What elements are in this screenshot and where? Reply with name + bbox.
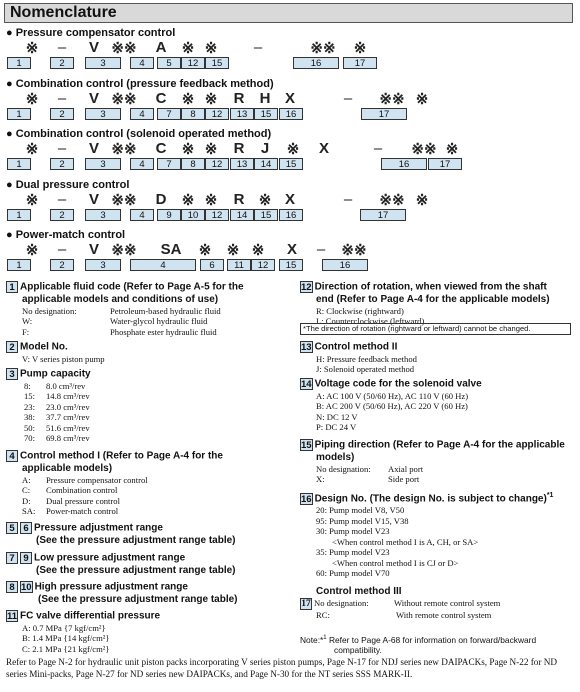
list-item: 8: 8.0 cm³/rev [24, 380, 86, 391]
list-item: No designation: Axial port [316, 463, 424, 474]
code-position-box: 2 [50, 209, 74, 221]
code-symbol: A [155, 39, 167, 56]
code-position-box: 16 [293, 57, 339, 69]
code-position-box: 13 [230, 108, 254, 120]
code-position-box: 1 [7, 209, 31, 221]
code-symbol: ※※ [111, 141, 137, 158]
list-item: 50: 51.6 cm³/rev [24, 422, 90, 433]
code-position-box: 16 [279, 108, 303, 120]
code-position-box: 15 [254, 209, 278, 221]
section-number: 2 [6, 341, 18, 353]
section-title: Control method III [316, 586, 402, 597]
code-symbol: ※ [251, 242, 265, 259]
code-position-box: 14 [254, 158, 278, 170]
code-position-box: 17 [361, 108, 407, 120]
section-title: Design No. (The design No. is subject to change) [314, 493, 547, 505]
code-symbol: H [259, 90, 271, 107]
section-13 [300, 341, 578, 375]
footer-text: Refer to Page N-2 for hydraulic unit piston packs incorporating V series piston pumps, Page N-17 for NDJ series new DAIPACKs, Page N-22 for ND series Mini-packs, Page N-27 for ND series new DAIPACKs, and Page N-30 for the NT series SSS MARK-II. [6, 657, 557, 679]
list-item [22, 316, 294, 327]
list-item: <When control method I is CJ or D> [332, 557, 459, 568]
code-symbol: – [57, 241, 67, 258]
code-symbol: ※※ [411, 141, 437, 158]
section-title-cont: (See the pressure adjustment range table) [36, 564, 236, 576]
code-position-box: 3 [85, 158, 121, 170]
section-title: Pump capacity [20, 368, 91, 380]
code-symbol: ※ [204, 40, 218, 57]
section-title: Voltage code for the solenoid valve [314, 378, 482, 390]
footnote [300, 633, 578, 655]
code-position-box: 12 [181, 57, 205, 69]
code-position-box: 10 [181, 209, 205, 221]
section-number: 14 [301, 379, 312, 390]
section-title: Applicable fluid code (Refer to Page A-5 for the [20, 281, 244, 293]
list-item: V: V series piston pump [22, 353, 105, 364]
footnote-marker: *1 [546, 492, 554, 499]
item-value: Phosphate ester hydraulic fluid [110, 326, 217, 337]
code-symbol: – [343, 90, 353, 107]
list-item: J: Solenoid operated method [316, 364, 415, 375]
code-position-box: 13 [230, 158, 254, 170]
item-key: W: [22, 316, 33, 327]
section-8-10 [6, 581, 294, 606]
section-number: 6 [20, 522, 32, 534]
section-title: High pressure adjustment range [34, 581, 188, 593]
section-title: Control method I (Refer to Page A-4 for the [20, 450, 223, 462]
section-4 [6, 450, 294, 517]
code-symbol: ※ [181, 91, 195, 108]
list-item: A: Pressure compensator control [22, 474, 148, 485]
code-position-box: 9 [157, 209, 181, 221]
code-position-box: 14 [230, 209, 254, 221]
list-item: A: 0.7 MPa {7 kgf/cm²} [22, 622, 106, 633]
list-item [22, 327, 294, 338]
section-15 [300, 439, 578, 485]
code-symbol: – [343, 191, 353, 208]
section-title-cont: (See the pressure adjustment range table) [38, 593, 238, 605]
list-item: N: DC 12 V [316, 411, 358, 422]
list-item [22, 306, 294, 317]
diagram-title: ● Combination control (solenoid operated method) [6, 128, 272, 140]
code-symbol: C [155, 90, 167, 107]
code-symbol: ※ [445, 141, 459, 158]
code-position-box: 11 [227, 259, 251, 271]
section-title: Pressure adjustment range [34, 522, 163, 534]
code-symbol: ※※ [111, 192, 137, 209]
code-symbol: V [88, 140, 100, 157]
code-position-box: 2 [50, 108, 74, 120]
list-item: 60: Pump model V70 [316, 568, 390, 579]
code-symbol: – [253, 39, 263, 56]
section-number: 5 [6, 522, 18, 534]
list-item: D: Dual pressure control [22, 495, 120, 506]
section-number: 8 [6, 581, 18, 593]
section-number: 11 [7, 611, 18, 622]
code-symbol: J [260, 140, 270, 157]
code-position-box: 17 [360, 209, 406, 221]
code-position-box: 7 [157, 158, 181, 170]
code-position-box: 3 [85, 108, 121, 120]
code-position-box: 1 [7, 158, 31, 170]
code-symbol: SA [160, 241, 182, 258]
code-position-box: 3 [85, 57, 121, 69]
section-title-cont: (See the pressure adjustment range table) [36, 534, 236, 546]
page-title: Nomenclature [4, 3, 573, 23]
code-symbol: – [373, 140, 383, 157]
list-item: 20: Pump model V8, V50 [316, 505, 405, 516]
section-12 [300, 281, 578, 327]
code-position-box: 4 [130, 259, 196, 271]
code-position-box: 8 [181, 158, 205, 170]
list-item: A: AC 100 V (50/60 Hz), AC 110 V (60 Hz) [316, 390, 469, 401]
section-number: 16 [301, 493, 312, 505]
list-item: 23: 23.0 cm³/rev [24, 401, 90, 412]
section-title: Piping direction (Refer to Page A-4 for the applicable [314, 439, 565, 451]
code-symbol: ※ [204, 192, 218, 209]
footnote-text: Refer to Page A-68 for information on forward/backward [328, 634, 537, 645]
section-title-cont: applicable models) [22, 462, 113, 474]
code-position-box: 7 [157, 108, 181, 120]
list-item: B: AC 200 V (50/60 Hz), AC 220 V (60 Hz) [316, 401, 468, 412]
list-item: 35: Pump model V23 [316, 547, 390, 558]
code-symbol: ※ [415, 192, 429, 209]
code-symbol: ※ [25, 91, 39, 108]
diagram-title: ● Combination control (pressure feedback method) [6, 78, 274, 90]
list-item: H: Pressure feedback method [316, 353, 417, 364]
list-item: RC: With remote control system [316, 610, 492, 621]
code-symbol: ※ [198, 242, 212, 259]
code-symbol: ※ [415, 91, 429, 108]
code-symbol: ※ [25, 141, 39, 158]
list-item: P: DC 24 V [316, 422, 357, 433]
diagram-title: ● Dual pressure control [6, 179, 130, 191]
section-title: Low pressure adjustment range [34, 552, 186, 564]
code-symbol: ※ [181, 192, 195, 209]
section-17 [300, 586, 578, 621]
code-symbol: – [316, 241, 326, 258]
code-position-box: 17 [343, 57, 377, 69]
code-symbol: C [155, 140, 167, 157]
section-1 [6, 281, 294, 337]
code-position-box: 3 [85, 259, 121, 271]
code-symbol: ※※ [310, 40, 336, 57]
diagram-title: ● Pressure compensator control [6, 27, 176, 39]
code-position-box: 16 [279, 209, 303, 221]
code-symbol: ※※ [379, 192, 405, 209]
code-symbol: ※ [25, 192, 39, 209]
code-position-box: 4 [130, 57, 154, 69]
section-title-cont: models) [316, 451, 355, 463]
section-title: Direction of rotation, when viewed from the shaft [314, 281, 547, 293]
code-symbol: ※ [286, 141, 300, 158]
code-symbol: – [57, 191, 67, 208]
section-7-9 [6, 552, 294, 577]
code-position-box: 4 [130, 209, 154, 221]
rotation-note: *The direction of rotation (rightward or leftward) cannot be changed. [300, 323, 571, 335]
code-position-box: 15 [279, 259, 303, 271]
section-number: 4 [6, 450, 18, 462]
section-14 [300, 378, 578, 433]
section-3 [6, 368, 294, 444]
list-item: C: Combination control [22, 485, 118, 496]
list-item: 38: 37.7 cm³/rev [24, 412, 90, 423]
section-number: 15 [301, 440, 312, 451]
list-item: <When control method I is A, CH, or SA> [332, 536, 479, 547]
list-item: 70: 69.8 cm³/rev [24, 433, 90, 444]
list-item: 30: Pump model V23 [316, 526, 390, 537]
section-title-cont: end (Refer to Page A-4 for the applicable models) [316, 293, 550, 305]
list-item: X: Side port [316, 474, 420, 485]
code-symbol: – [57, 140, 67, 157]
code-symbol: ※ [204, 141, 218, 158]
section-2 [6, 341, 294, 364]
code-symbol: X [286, 241, 298, 258]
section-title: Model No. [20, 341, 68, 353]
code-symbol: V [88, 241, 100, 258]
code-symbol: ※ [258, 192, 272, 209]
code-symbol: ※※ [111, 40, 137, 57]
code-position-box: 16 [381, 158, 427, 170]
code-symbol: ※※ [111, 242, 137, 259]
footnote-text-cont: compatibility. [334, 644, 382, 655]
code-symbol: ※ [25, 40, 39, 57]
code-position-box: 17 [428, 158, 462, 170]
list-item: 15: 14.8 cm³/rev [24, 391, 90, 402]
code-position-box: 1 [7, 108, 31, 120]
code-symbol: D [155, 191, 167, 208]
code-position-box: 12 [205, 158, 229, 170]
section-number: 12 [301, 282, 312, 293]
code-position-box: 8 [181, 108, 205, 120]
list-item: 95: Pump model V15, V38 [316, 515, 409, 526]
code-symbol: ※※ [379, 91, 405, 108]
code-symbol: X [284, 191, 296, 208]
code-symbol: X [318, 140, 330, 157]
list-item: B: 1.4 MPa {14 kgf/cm²} [22, 633, 110, 644]
code-position-box: 6 [200, 259, 224, 271]
section-number: 17 [301, 599, 311, 610]
code-symbol: V [88, 191, 100, 208]
code-symbol: ※ [226, 242, 240, 259]
code-position-box: 15 [205, 57, 229, 69]
item-key: No designation: [22, 305, 77, 316]
code-position-box: 1 [7, 259, 31, 271]
section-number: 1 [6, 281, 18, 293]
code-symbol: V [88, 39, 100, 56]
section-5-6 [6, 522, 294, 547]
code-symbol: – [57, 39, 67, 56]
code-symbol: – [57, 90, 67, 107]
code-position-box: 15 [254, 108, 278, 120]
section-title-cont: applicable models and conditions of use) [22, 293, 219, 305]
code-position-box: 2 [50, 259, 74, 271]
item-key: F: [22, 326, 30, 337]
code-symbol: ※ [25, 242, 39, 259]
footnote-marker: 1 [323, 635, 327, 641]
item-value: Water-glycol hydraulic fluid [110, 316, 208, 327]
diagram-title: ● Power-match control [6, 229, 126, 241]
list-item: 17 No designation: Without remote control system [301, 598, 501, 610]
code-position-box: 15 [279, 158, 303, 170]
section-11 [6, 610, 294, 654]
code-position-box: 2 [50, 158, 74, 170]
section-title: FC valve differential pressure [20, 610, 161, 622]
code-position-box: 12 [205, 209, 229, 221]
code-position-box: 1 [7, 57, 31, 69]
section-number: 10 [21, 582, 32, 593]
footnote-label: Note:* [300, 634, 324, 645]
code-position-box: 3 [85, 209, 121, 221]
code-symbol: ※※ [341, 242, 367, 259]
section-number: 3 [6, 368, 18, 380]
code-symbol: ※※ [111, 91, 137, 108]
list-item: L: Counterclockwise (leftward) [316, 316, 425, 327]
code-symbol: V [88, 90, 100, 107]
code-position-box: 16 [322, 259, 368, 271]
list-item: R: Clockwise (rightward) [316, 305, 404, 316]
section-number: 7 [6, 552, 18, 564]
section-16 [300, 490, 578, 579]
section-number: 9 [20, 552, 32, 564]
list-item: C: 2.1 MPa {21 kgf/cm²} [22, 643, 110, 654]
code-position-box: 2 [50, 57, 74, 69]
code-position-box: 12 [251, 259, 275, 271]
section-number: 13 [301, 342, 312, 353]
code-symbol: ※ [353, 40, 367, 57]
code-position-box: 4 [130, 158, 154, 170]
code-symbol: X [284, 90, 296, 107]
code-symbol: ※ [181, 141, 195, 158]
code-position-box: 4 [130, 108, 154, 120]
code-symbol: R [233, 140, 245, 157]
code-symbol: R [233, 191, 245, 208]
item-value: Petroleum-based hydraulic fluid [110, 305, 221, 316]
list-item: SA: Power-match control [22, 506, 119, 517]
code-symbol: ※ [181, 40, 195, 57]
code-position-box: 5 [157, 57, 181, 69]
code-symbol: R [233, 90, 245, 107]
code-symbol: ※ [204, 91, 218, 108]
section-title: Control method II [314, 341, 398, 353]
code-position-box: 12 [205, 108, 229, 120]
